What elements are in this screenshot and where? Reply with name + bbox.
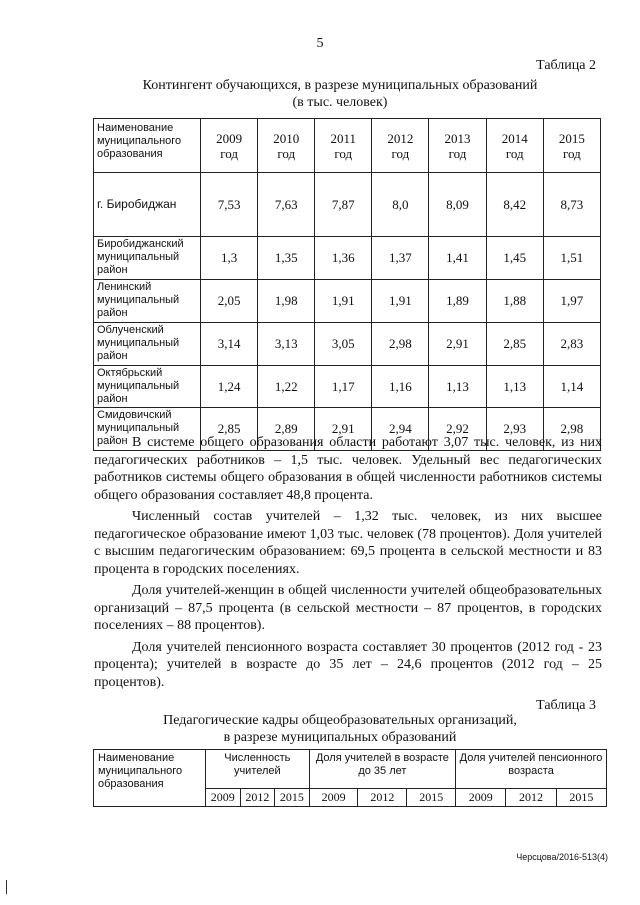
value-cell: 2,92: [429, 408, 486, 451]
municipality-name: Октябрьский муниципальный район: [94, 366, 201, 408]
value-cell: 1,16: [372, 366, 429, 408]
table2-year-header: 2012 год: [372, 119, 429, 173]
value-cell: 2,85: [201, 408, 258, 451]
value-cell: 1,51: [543, 237, 600, 280]
value-cell: 1,41: [429, 237, 486, 280]
table3-label: Таблица 3: [536, 698, 596, 713]
value-cell: 1,91: [372, 280, 429, 323]
table2-header-name: Наименование муниципального образования: [94, 119, 201, 173]
body-text: [94, 434, 602, 691]
table2-year-header: 2014 год: [486, 119, 543, 173]
value-cell: 3,13: [258, 323, 315, 366]
table3-year-header: 2012: [358, 789, 407, 807]
value-cell: 2,89: [258, 408, 315, 451]
table3-year-header: 2009: [456, 789, 506, 807]
value-cell: 1,22: [258, 366, 315, 408]
table3-group-header: Доля учителей пенсионного возраста: [456, 750, 607, 789]
table-row: [94, 323, 601, 366]
value-cell: 1,45: [486, 237, 543, 280]
value-cell: 2,85: [486, 323, 543, 366]
table3-year-header: 2009: [309, 789, 358, 807]
value-cell: 1,91: [315, 280, 372, 323]
table2-year-header: 2013 год: [429, 119, 486, 173]
table3-title-line1: Педагогические кадры общеобразовательных организаций,: [163, 713, 517, 728]
value-cell: 2,91: [315, 408, 372, 451]
paragraph: Доля учителей-женщин в общей численности учителей общеобразовательных организаций – 87,5 процента (в сельской местности – 87 процентов, в городских поселениях – 88 процентов).: [94, 583, 602, 633]
value-cell: 8,42: [486, 173, 543, 237]
table2-contingent: [93, 118, 601, 451]
edge-mark: [6, 880, 7, 894]
value-cell: 1,14: [543, 366, 600, 408]
table3-teachers: [93, 749, 607, 807]
value-cell: 1,13: [486, 366, 543, 408]
value-cell: 1,36: [315, 237, 372, 280]
value-cell: 3,14: [201, 323, 258, 366]
municipality-name: Биробиджанский муниципальный район: [94, 237, 201, 280]
value-cell: 1,35: [258, 237, 315, 280]
table2-year-header: 2015 год: [543, 119, 600, 173]
value-cell: 1,24: [201, 366, 258, 408]
table3-group-header: Доля учителей в возрасте до 35 лет: [309, 750, 455, 789]
value-cell: 1,17: [315, 366, 372, 408]
municipality-name: Ленинский муниципальный район: [94, 280, 201, 323]
value-cell: 8,0: [372, 173, 429, 237]
value-cell: 1,97: [543, 280, 600, 323]
value-cell: 1,3: [201, 237, 258, 280]
table-row: [94, 237, 601, 280]
table3-header-row: [94, 750, 607, 789]
value-cell: 1,89: [429, 280, 486, 323]
municipality-name: г. Биробиджан: [94, 173, 201, 237]
table3-year-header: 2009: [206, 789, 241, 807]
value-cell: 2,83: [543, 323, 600, 366]
table2-title-line1: Контингент обучающихся, в разрезе муниципальных образований: [142, 78, 538, 93]
table2-label: Таблица 2: [536, 58, 596, 73]
table-row: [94, 366, 601, 408]
table3-year-header: 2012: [240, 789, 275, 807]
paragraph: Доля учителей пенсионного возраста составляет 30 процентов (2012 год - 23 процента); учителей в возрасте до 35 лет – 24,6 процентов (2012 год – 25 процентов).: [94, 639, 602, 690]
value-cell: 7,53: [201, 173, 258, 237]
table3-title: [80, 712, 600, 746]
table2-year-header: 2010 год: [258, 119, 315, 173]
value-cell: 2,05: [201, 280, 258, 323]
table3-year-header: 2012: [506, 789, 556, 807]
value-cell: 2,94: [372, 408, 429, 451]
table3-group-header: Численность учителей: [206, 750, 310, 789]
table3-header-name: Наименование муниципального образования: [94, 750, 206, 807]
value-cell: 1,37: [372, 237, 429, 280]
value-cell: 8,09: [429, 173, 486, 237]
table2-header-row: [94, 119, 601, 173]
value-cell: 7,87: [315, 173, 372, 237]
paragraph: Численный состав учителей – 1,32 тыс. человек, из них высшее педагогическое образование имеют 1,03 тыс. человек (78 процентов). Доля учителей с высшим педагогическим образованием: 69,5 процента в сельской местности и 83 процента в городских поселениях.: [94, 509, 602, 577]
table-row: [94, 280, 601, 323]
value-cell: 3,05: [315, 323, 372, 366]
value-cell: 1,98: [258, 280, 315, 323]
table2-year-header: 2011 год: [315, 119, 372, 173]
value-cell: 2,98: [543, 408, 600, 451]
table2-title-line2: (в тыс. человек): [292, 95, 388, 110]
value-cell: 2,98: [372, 323, 429, 366]
municipality-name: Облученский муниципальный район: [94, 323, 201, 366]
table3-title-line2: в разрезе муниципальных образований: [223, 730, 457, 745]
page-number: 5: [316, 36, 324, 51]
table2-year-header: 2009 год: [201, 119, 258, 173]
footer-code: Черсцова/2016-513(4): [516, 852, 608, 862]
table2-title: [80, 77, 600, 111]
table3-year-header: 2015: [275, 789, 310, 807]
value-cell: 7,63: [258, 173, 315, 237]
value-cell: 1,13: [429, 366, 486, 408]
table3-year-header: 2015: [407, 789, 456, 807]
table-row: [94, 173, 601, 237]
value-cell: 1,88: [486, 280, 543, 323]
municipality-name: Смидовичский муниципальный район: [94, 408, 201, 451]
value-cell: 2,93: [486, 408, 543, 451]
value-cell: 2,91: [429, 323, 486, 366]
table3-year-header: 2015: [556, 789, 606, 807]
value-cell: 8,73: [543, 173, 600, 237]
paragraph: В системе общего образования области работают 3,07 тыс. человек, из них педагогических работников – 1,5 тыс. человек. Удельный вес педагогических работников системы общего образования в общей численности работников системы общего образования составляет 48,8 процента.: [94, 435, 602, 503]
